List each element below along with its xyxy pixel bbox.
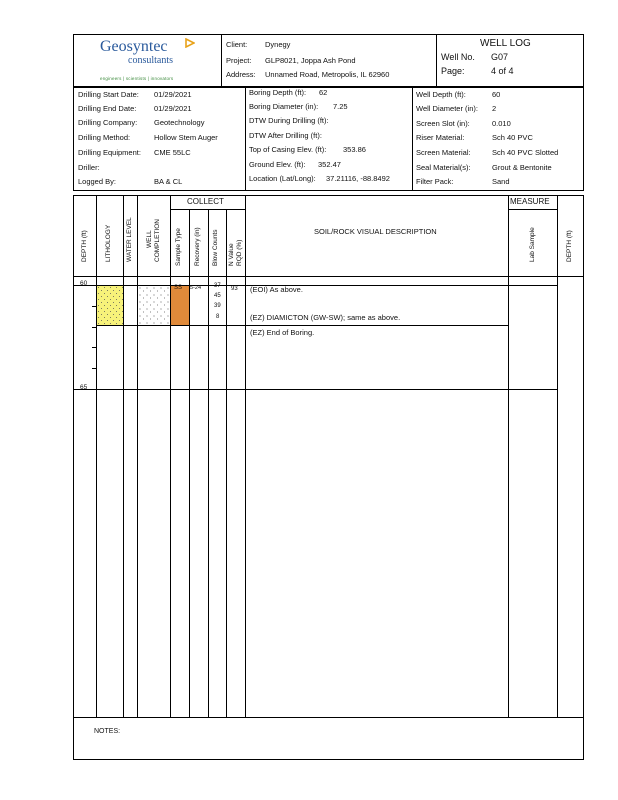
- info-value: 352.47: [318, 160, 341, 169]
- sample-type-value: SS: [174, 285, 183, 291]
- company-logo-sub: consultants: [128, 55, 173, 66]
- info-label: Drilling Start Date:: [78, 90, 139, 99]
- info-label: Riser Material:: [416, 133, 465, 142]
- company-logo: Geosyntec: [100, 38, 168, 55]
- col-line: [170, 195, 171, 717]
- measure-underline: [508, 209, 557, 210]
- info-label: DTW During Drilling (ft):: [249, 116, 329, 125]
- client-value: Dynegy: [265, 40, 291, 49]
- info-value: Hollow Stem Auger: [154, 133, 218, 142]
- depth-header: DEPTH (ft): [81, 230, 88, 262]
- info-label: Filter Pack:: [416, 177, 454, 186]
- info-value: BA & CL: [154, 177, 183, 186]
- recovery-value: 5-24: [190, 285, 202, 291]
- blow-count: 45: [214, 293, 221, 299]
- info-label: Seal Material(s):: [416, 163, 471, 172]
- info-value: Grout & Bentonite: [492, 163, 552, 172]
- project-label: Project:: [226, 56, 252, 65]
- info-value: Sch 40 PVC Slotted: [492, 148, 559, 157]
- info-value: CME 55LC: [154, 148, 191, 157]
- info-value: 01/29/2021: [154, 104, 192, 113]
- info-value: 0.010: [492, 119, 511, 128]
- col-line: [137, 195, 138, 717]
- info-value: 37.21116, -88.8492: [326, 174, 390, 183]
- info-label: Ground Elev. (ft):: [249, 160, 306, 169]
- description-row: (EOI) As above.: [250, 285, 303, 294]
- col-line: [245, 195, 246, 717]
- info-value: 01/29/2021: [154, 90, 192, 99]
- measure-header: MEASURE: [510, 197, 550, 206]
- depth-tick: [92, 306, 96, 307]
- notes-divider: [73, 717, 584, 718]
- well-no-value: G07: [491, 52, 509, 62]
- description-row: (EZ) End of Boring.: [250, 328, 315, 337]
- info-label: Location (Lat/Long):: [249, 174, 316, 183]
- info-label: Drilling Equipment:: [78, 148, 141, 157]
- interval-bottom-line: [73, 389, 557, 390]
- company-tagline: engineers | scientists | innovators: [100, 76, 174, 81]
- collect-header: COLLECT: [187, 197, 224, 206]
- info-label: Top of Casing Elev. (ft):: [249, 145, 327, 154]
- blow-counts-header: Blow Counts: [212, 229, 219, 266]
- info-value: 353.86: [343, 145, 366, 154]
- info-divider-2: [412, 87, 413, 191]
- address-value: Unnamed Road, Metropolis, IL 62960: [265, 70, 390, 79]
- info-value: Sand: [492, 177, 510, 186]
- well-no-label: Well No.: [441, 52, 475, 62]
- description-row: (EZ) DIAMICTON (GW-SW); same as above.: [250, 313, 401, 322]
- address-label: Address:: [226, 70, 256, 79]
- info-label: Well Diameter (in):: [416, 104, 478, 113]
- well-completion-header-1: WELL: [146, 230, 153, 248]
- lithology-header: LITHOLOGY: [105, 224, 112, 262]
- depth-tick: [92, 368, 96, 369]
- col-line: [508, 195, 509, 717]
- info-value: Sch 40 PVC: [492, 133, 533, 142]
- water-level-header: WATER LEVEL: [126, 217, 133, 262]
- n-value-header-2: RQD (%): [236, 239, 243, 266]
- well-completion-header-2: COMPLETION: [154, 219, 161, 262]
- blow-count: 39: [214, 303, 221, 309]
- sample-type-header: Sample Type: [175, 228, 182, 266]
- info-label: Boring Diameter (in):: [249, 102, 319, 111]
- info-label: Screen Material:: [416, 148, 471, 157]
- header-divider-2: [436, 34, 437, 87]
- lithology-fill: [97, 286, 123, 325]
- blow-count: 37: [214, 283, 221, 289]
- info-label: DTW After Drilling (ft):: [249, 131, 322, 140]
- info-label: Logged By:: [78, 177, 116, 186]
- depth-right-header: DEPTH (ft): [566, 230, 573, 262]
- info-label: Drilling Method:: [78, 133, 131, 142]
- depth-top: 60: [80, 280, 88, 287]
- info-label: Driller:: [78, 163, 100, 172]
- well-completion-fill: [138, 286, 170, 325]
- blow-count: 8: [216, 314, 220, 320]
- n-value: 93: [231, 286, 238, 292]
- notes-label: NOTES:: [94, 728, 121, 735]
- logo-triangle-icon: [185, 38, 195, 48]
- depth-bottom: 65: [80, 384, 88, 391]
- end-of-boring-line: [96, 325, 246, 326]
- page-title: WELL LOG: [480, 38, 531, 49]
- info-divider-1: [245, 87, 246, 191]
- col-line: [123, 195, 124, 717]
- sample-type-fill: [171, 286, 189, 325]
- col-line: [557, 195, 558, 717]
- description-header: SOIL/ROCK VISUAL DESCRIPTION: [314, 227, 437, 236]
- page-label: Page:: [441, 66, 465, 76]
- lab-sample-header: Lab Sample: [529, 227, 536, 262]
- client-label: Client:: [226, 40, 248, 49]
- description-divider: [245, 325, 508, 326]
- depth-tick: [92, 347, 96, 348]
- project-value: GLP8021, Joppa Ash Pond: [265, 56, 356, 65]
- depth-tick: [92, 327, 96, 328]
- info-value: 2: [492, 104, 497, 113]
- info-label: Well Depth (ft):: [416, 90, 466, 99]
- info-value: 60: [492, 90, 501, 99]
- info-value: Geotechnology: [154, 118, 205, 127]
- info-label: Drilling Company:: [78, 118, 138, 127]
- col-line: [96, 195, 97, 717]
- header-divider-1: [221, 34, 222, 87]
- info-label: Boring Depth (ft):: [249, 88, 307, 97]
- info-value: 7.25: [333, 102, 348, 111]
- recovery-header: Recovery (in): [194, 227, 201, 266]
- info-label: Drilling End Date:: [78, 104, 137, 113]
- info-value: 62: [319, 88, 328, 97]
- n-value-header-1: N Value: [228, 243, 235, 266]
- page-value: 4 of 4: [491, 66, 514, 76]
- info-label: Screen Slot (in):: [416, 119, 470, 128]
